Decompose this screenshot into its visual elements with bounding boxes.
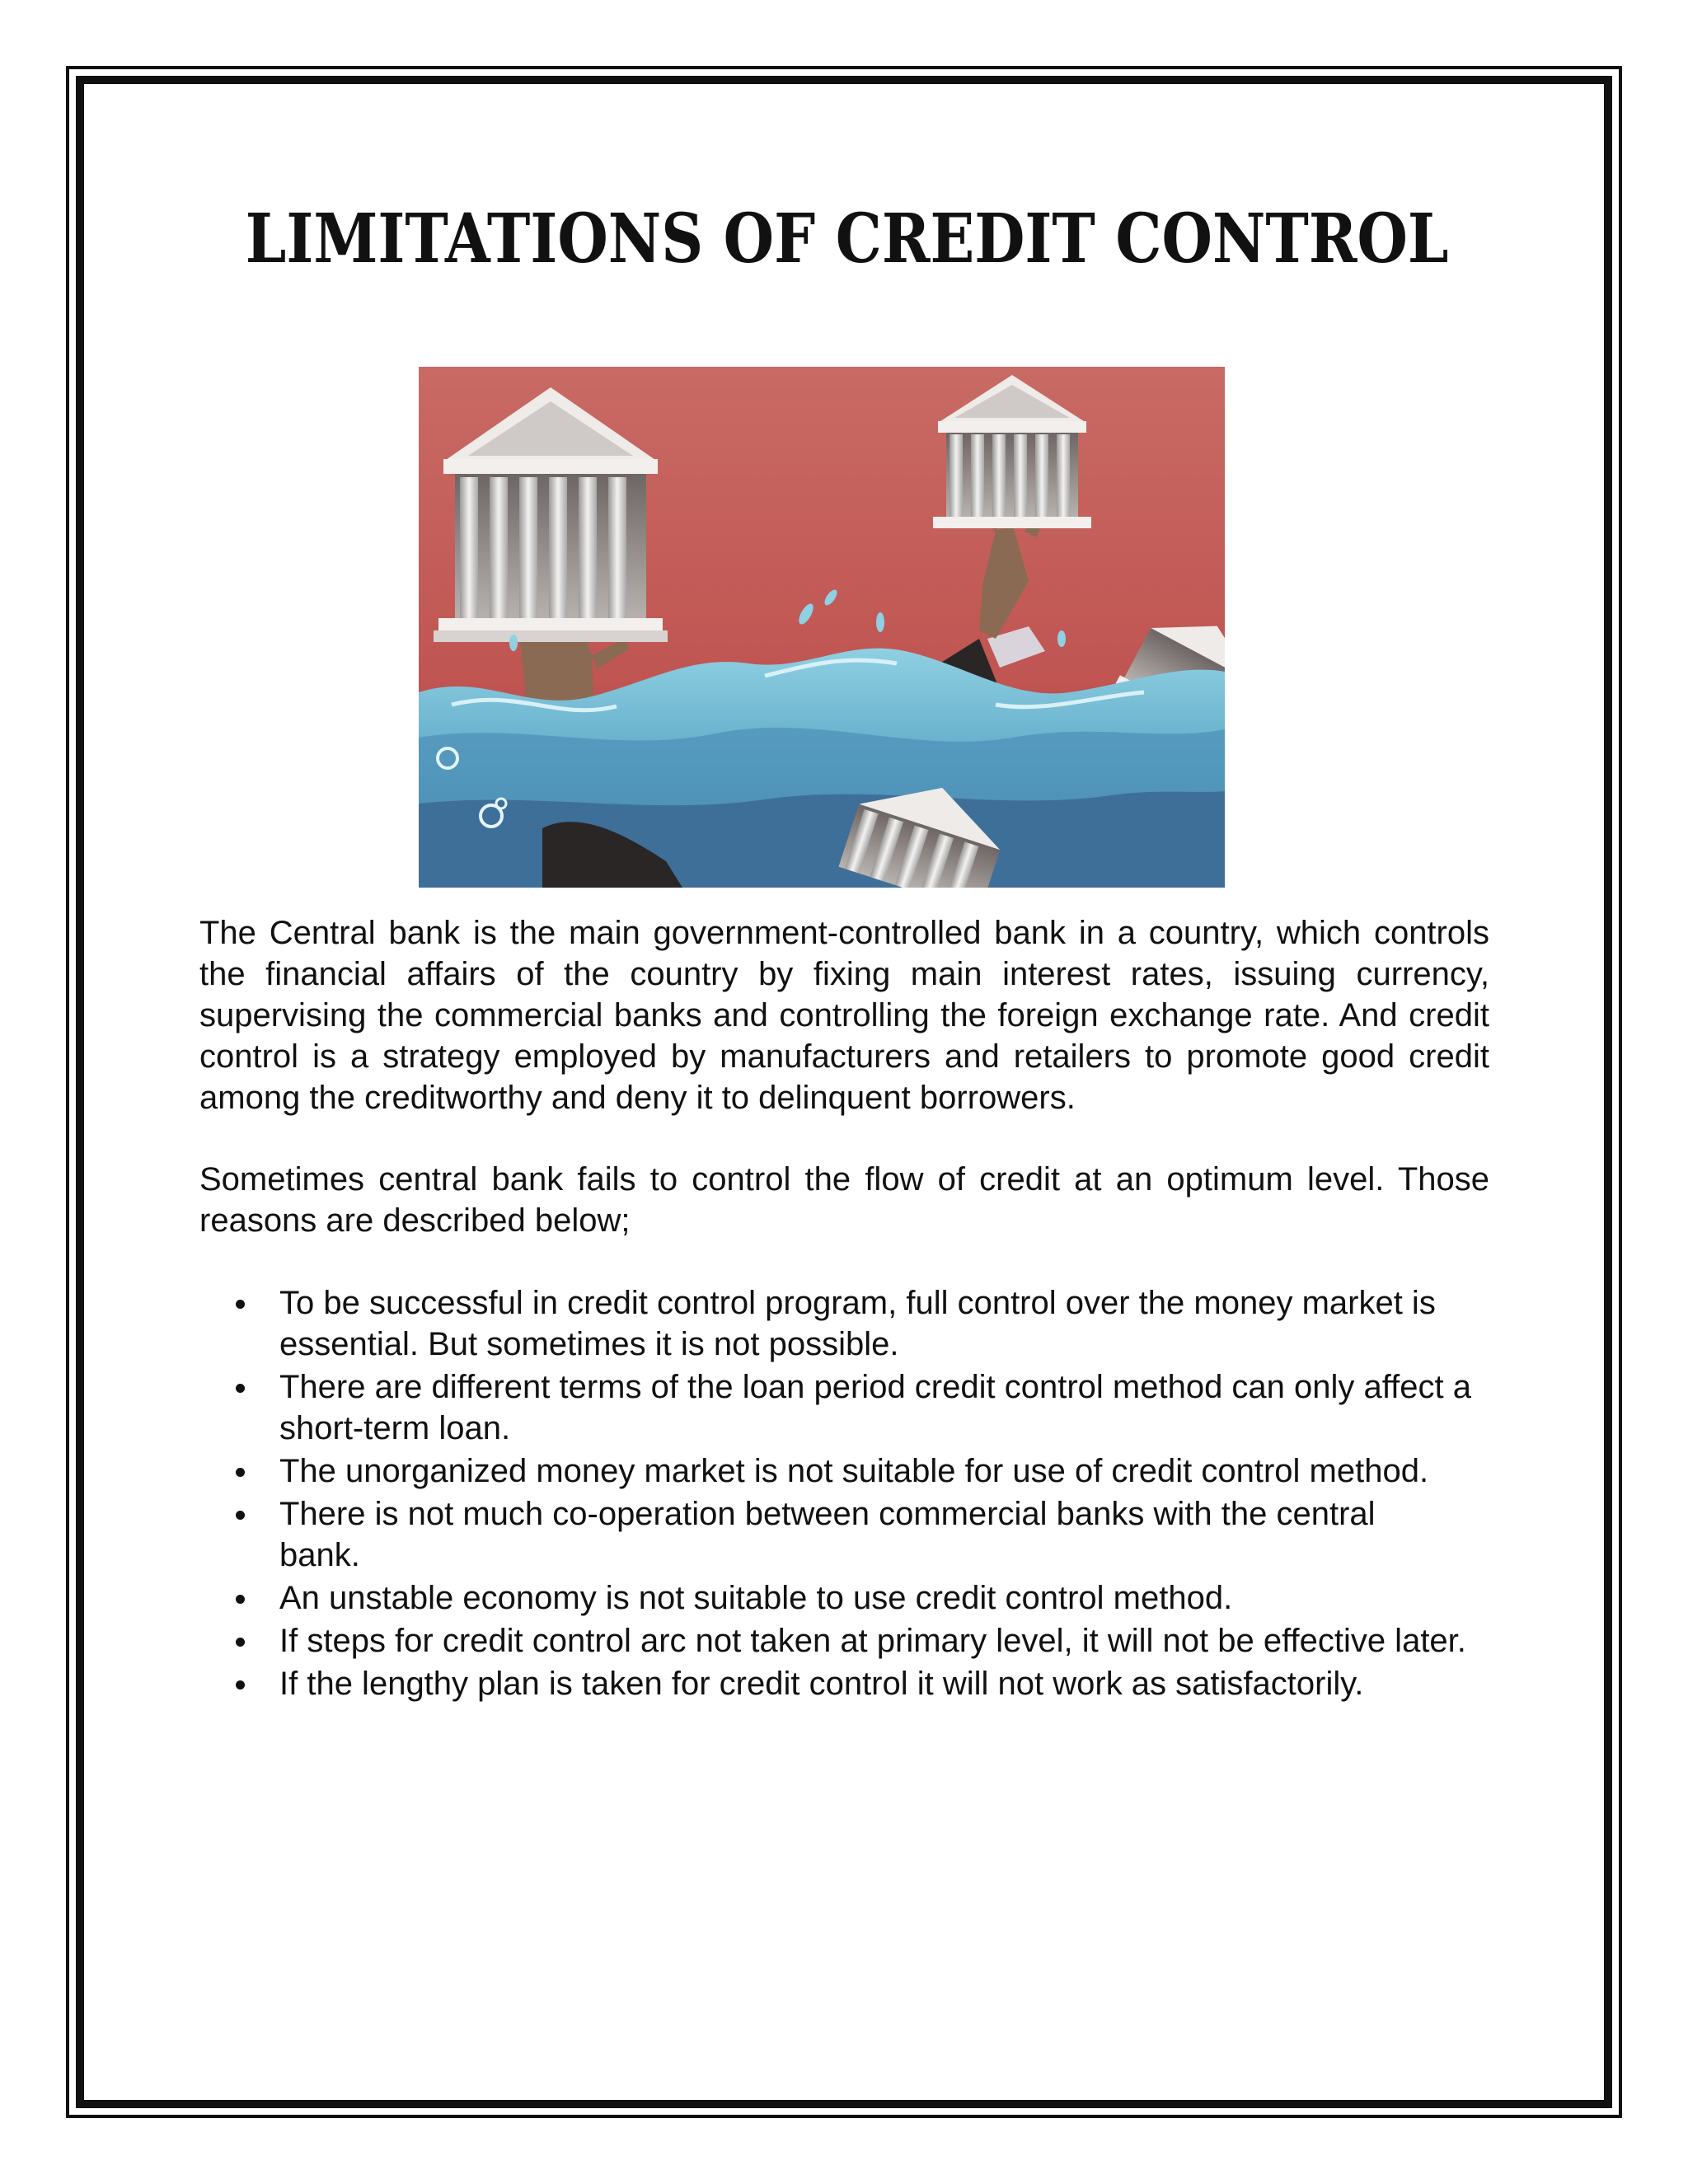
list-item bbox=[199, 1451, 1450, 1492]
limitations-list bbox=[199, 1282, 1489, 1706]
list-item-text: The unorganized money market is not suitable for use of credit control method. bbox=[279, 1453, 1429, 1489]
bullet-icon bbox=[236, 1384, 245, 1393]
list-item-text: There is not much co-operation between commercial banks with the central bank. bbox=[279, 1496, 1376, 1573]
bullet-icon bbox=[236, 1638, 245, 1647]
list-item bbox=[199, 1577, 1532, 1619]
list-item bbox=[199, 1366, 1532, 1449]
list-item bbox=[199, 1493, 1450, 1576]
bullet-icon bbox=[236, 1300, 245, 1309]
list-item-text: There are different terms of the loan period credit control method can only affect a short-term loan. bbox=[279, 1369, 1471, 1446]
bullet-icon bbox=[236, 1595, 245, 1604]
bullet-icon bbox=[236, 1468, 245, 1477]
list-item-text: To be successful in credit control program, full control over the money market is essential. But sometimes it is not possible. bbox=[279, 1285, 1436, 1362]
sinking-banks-illustration bbox=[419, 367, 1225, 888]
intro-paragraph: The Central bank is the main government-controlled bank in a country, which controls the financial affairs of the country by fixing main interest rates, issuing currency, supervising the commercial banks and controlling the foreign exchange rate. And credit control is a strategy employed by manufacturers and retailers to promote good credit among the creditworthy and deny it to delinquent borrowers. bbox=[199, 915, 1489, 1116]
list-item-text: An unstable economy is not suitable to use credit control method. bbox=[279, 1580, 1233, 1616]
bullet-icon bbox=[236, 1680, 245, 1690]
bullet-icon bbox=[236, 1511, 245, 1520]
page-title: LIMITATIONS OF CREDIT CONTROL bbox=[245, 199, 1449, 279]
list-item-text: If the lengthy plan is taken for credit control it will not work as satisfactorily. bbox=[279, 1666, 1364, 1702]
reasons-intro-paragraph: Sometimes central bank fails to control the flow of credit at an optimum level. Those reasons are described below; bbox=[199, 1161, 1489, 1239]
list-item bbox=[199, 1282, 1450, 1365]
list-item bbox=[199, 1663, 1532, 1704]
list-item bbox=[199, 1620, 1532, 1661]
list-item-text: If steps for credit control arc not taken at primary level, it will not be effective later. bbox=[279, 1623, 1466, 1659]
